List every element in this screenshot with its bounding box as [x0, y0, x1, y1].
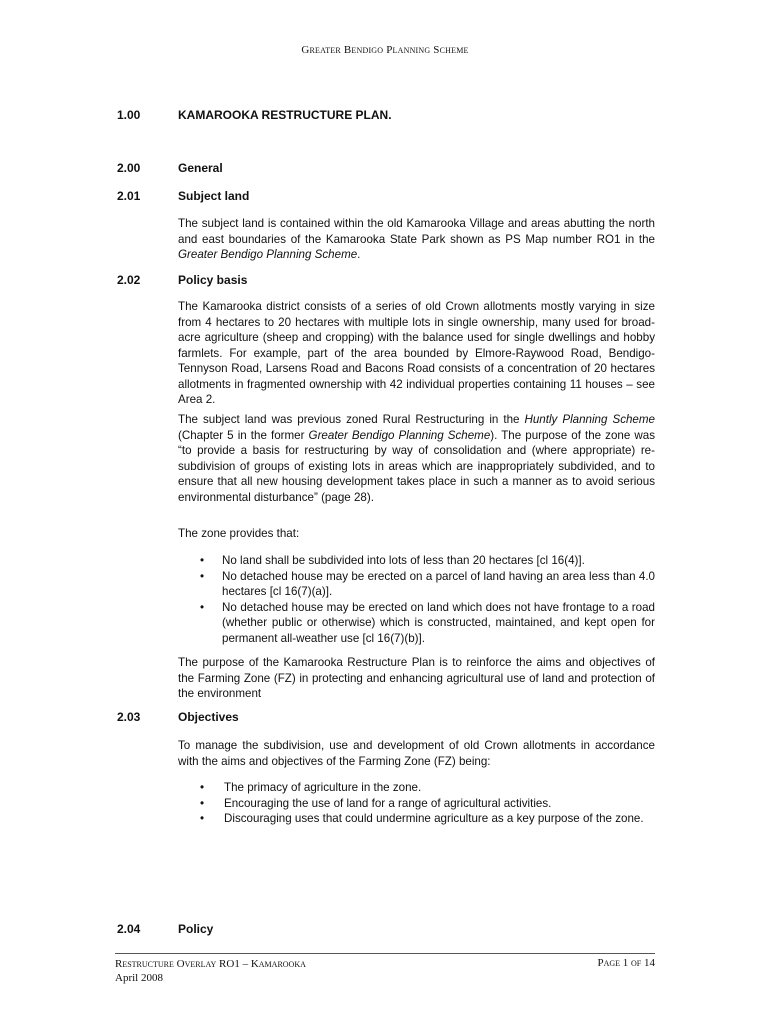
section-number-2-02: 2.02	[117, 273, 141, 287]
list-item: • Encouraging the use of land for a range of agricultural activities.	[200, 796, 552, 810]
bullet-icon: •	[200, 569, 205, 583]
objectives-list	[200, 780, 655, 827]
section-number-2-00: 2.00	[117, 161, 141, 175]
section-number-2-01: 2.01	[117, 189, 141, 203]
section-title-2-02: Policy basis	[178, 273, 248, 287]
list-item: • The primacy of agriculture in the zone.	[200, 781, 422, 794]
footer-left	[115, 957, 306, 985]
list-item: • No detached house may be erected on land which does not have frontage to a road (whether public or otherwise) which is constructed, maintained, and kept open for permanent all-weather use [cl 16(7)(b)].	[200, 600, 655, 645]
section-title-2-00: General	[178, 161, 223, 175]
section-number-1-00: 1.00	[117, 108, 141, 122]
policy-basis-paragraph-4: The purpose of the Kamarooka Restructure Plan is to reinforce the aims and objectives of the Farming Zone (FZ) in protecting and enhancing agricultural use of land and protection of the environment	[178, 656, 655, 700]
list-item: • Discouraging uses that could undermine agriculture as a key purpose of the zone.	[200, 812, 644, 825]
list-item: • No land shall be subdivided into lots of less than 20 hectares [cl 16(4)].	[200, 554, 585, 567]
policy-basis-paragraph-2: The subject land was previous zoned Rural Restructuring in the Huntly Planning Scheme (Chapter 5 in the former Greater Bendigo Planning Scheme). The purpose of the zone was “to provide a basis for restructuring by way of consolidation and (where appropriate) re-subdivision of groups of existing lots in areas which are inappropriately subdivided, and to ensure that all new housing development takes place in such a manner as to avoid serious environmental disturbance” (page 28).	[178, 413, 655, 504]
bullet-icon: •	[200, 781, 205, 794]
section-number-2-03: 2.03	[117, 710, 141, 724]
bullet-icon: •	[200, 796, 205, 810]
section-number-2-04: 2.04	[117, 922, 141, 936]
footer-divider	[115, 953, 655, 954]
policy-basis-paragraph-1: The Kamarooka district consists of a series of old Crown allotments mostly varying in size from 4 hectares to 20 hectares with multiple lots in single ownership, many used for broad-acre agriculture (sheep and cropping) with the balance used for single dwellings and hobby farmlets. For example, part of the area bounded by Elmore-Raywood Road, Bendigo-Tennyson Road, Larsens Road and Bacons Road consists of a concentration of 20 hectares allotments in fragmented ownership with 42 individual properties containing 11 houses – see Area 2.	[178, 300, 655, 406]
list-item: • No detached house may be erected on a parcel of land having an area less than 4.0 hectares [cl 16(7)(a)].	[200, 569, 655, 598]
section-title-1-00: KAMAROOKA RESTRUCTURE PLAN.	[178, 108, 392, 122]
bullet-icon: •	[200, 600, 205, 614]
objectives-paragraph: To manage the subdivision, use and development of old Crown allotments in accordance with the aims and objectives of the Farming Zone (FZ) being:	[178, 739, 655, 768]
subject-land-paragraph: The subject land is contained within the old Kamarooka Village and areas abutting the north and east boundaries of the Kamarooka State Park shown as PS Map number RO1 in the Greater Bendigo Planning Scheme.	[178, 217, 655, 261]
section-title-2-03: Objectives	[178, 710, 239, 724]
footer-document-title: Restructure Overlay RO1 – Kamarooka	[115, 958, 306, 970]
running-header: Greater Bendigo Planning Scheme	[301, 44, 469, 56]
policy-basis-paragraph-3: The zone provides that:	[178, 527, 300, 540]
bullet-icon: •	[200, 812, 205, 825]
section-title-2-04: Policy	[178, 922, 214, 936]
bullet-icon: •	[200, 554, 205, 567]
section-title-2-01: Subject land	[178, 189, 250, 203]
zone-provisions-list	[200, 553, 655, 646]
footer-page-number: Page 1 of 14	[597, 957, 655, 969]
footer-date: April 2008	[115, 972, 163, 984]
